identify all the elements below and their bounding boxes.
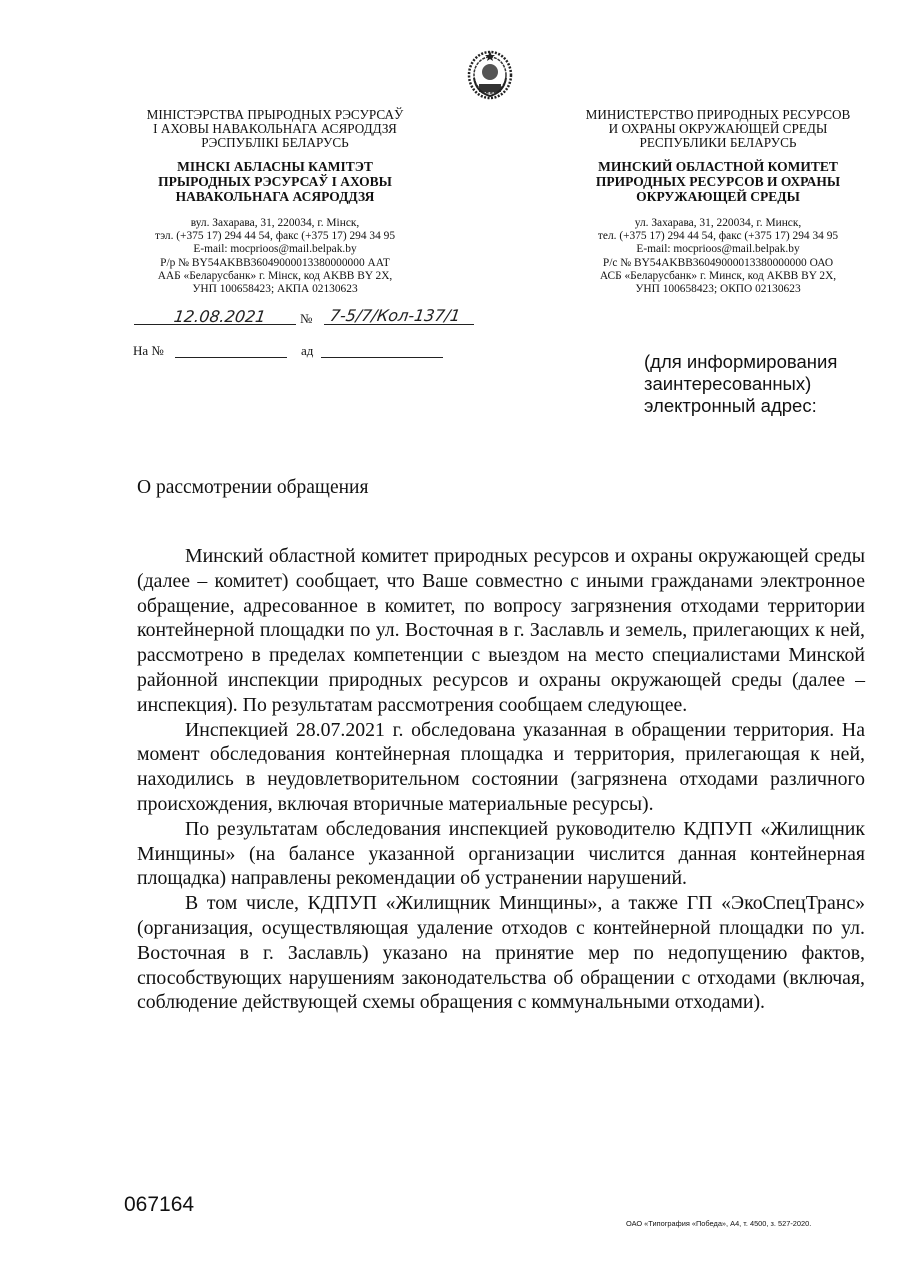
ministry-line: И ОХРАНЫ ОКРУЖАЮЩЕЙ СРЕДЫ <box>608 121 828 136</box>
committee-line: МІНСКІ АБЛАСНЫ КАМІТЭТ <box>177 159 373 174</box>
email-line: E-mail: mocprioos@mail.belpak.by <box>193 243 357 256</box>
contacts-ru <box>553 217 883 296</box>
ministry-line: РЭСПУБЛІКІ БЕЛАРУСЬ <box>201 135 349 150</box>
ministry-line: І АХОВЫ НАВАКОЛЬНАГА АСЯРОДДЗЯ <box>153 121 397 136</box>
address-line: ул. Захарава, 31, 220034, г. Минск, <box>634 217 802 229</box>
body-paragraph: В том числе, КДПУП «Жилищник Минщины», а также ГП «ЭкоСпецТранс» (организация, осуществляющая удаление отходов с контейнерной площадки по ул. Восточная в г. Заславль) указано на принятие мер по недопущению фактов, способствующих нарушениям законодательства об обращении с отходами (включая, соблюдение действующей схемы обращения с коммунальными отходами). <box>137 892 865 1014</box>
committee-line: МИНСКИЙ ОБЛАСТНОЙ КОМИТЕТ <box>598 159 838 174</box>
registration-number: 7-5/7/Кол-137/1 <box>328 306 462 325</box>
committee-line: НАВАКОЛЬНАГА АСЯРОДДЗЯ <box>175 189 375 204</box>
committee-name-be <box>100 159 450 204</box>
ministry-line: РЕСПУБЛИКИ БЕЛАРУСЬ <box>639 135 797 150</box>
letter-subject: О рассмотрении обращения <box>137 477 369 498</box>
reply-reference-row <box>133 343 443 361</box>
letter-body <box>137 544 865 1015</box>
committee-line: ПРЫРОДНЫХ РЭСУРСАЎ І АХОВЫ <box>158 174 392 189</box>
reply-number-label: На № <box>133 343 164 358</box>
ministry-name-ru <box>553 108 883 150</box>
tax-id-line: УНП 100658423; ОКПО 02130623 <box>635 283 801 296</box>
recipient-block <box>644 351 837 417</box>
belarus-coat-of-arms-icon <box>466 48 514 102</box>
form-serial-number: 067164 <box>124 1193 195 1216</box>
body-paragraph: Минский областной комитет природных ресурсов и охраны окружающей среды (далее – комитет) сообщает, что Ваше совместно с иными гражданами электронное обращение, адресованное в комитет, по вопросу загрязнения отходами территории контейнерной площадки по ул. Восточная в г. Заславль и земель, прилегающих к ней, рассмотрено в пределах компетенции с выездом на место специалистами Минской районной инспекции природных ресурсов и охраны окружающей среды (далее – инспекция). По результатам рассмотрения сообщаем следующее. <box>137 545 865 716</box>
bank-account-line: Р/с № BY54AKBB36049000013380000000 ОАО <box>602 256 834 269</box>
committee-name-ru <box>553 159 883 204</box>
contacts-be <box>100 217 450 296</box>
bank-account-line: Р/р № BY54AKBB36049000013380000000 ААТ <box>160 256 390 269</box>
number-label: № <box>300 311 313 326</box>
committee-line: ПРИРОДНЫХ РЕСУРСОВ И ОХРАНЫ <box>595 174 841 189</box>
registration-row <box>134 307 464 329</box>
reply-date-field <box>321 357 443 358</box>
registration-date: 12.08.2021 <box>172 307 267 326</box>
ministry-line: МІНІСТЭРСТВА ПРЫРОДНЫХ РЭСУРСАЎ <box>146 107 404 122</box>
reply-from-label: ад <box>301 343 314 358</box>
ministry-line: МИНИСТЕРСТВО ПРИРОДНЫХ РЕСУРСОВ <box>585 107 851 122</box>
ministry-name-be <box>100 108 450 150</box>
committee-line: ОКРУЖАЮЩЕЙ СРЕДЫ <box>636 189 800 204</box>
body-paragraph: По результатам обследования инспекцией руководителю КДПУП «Жилищник Минщины» (на балансе указанной организации числится данная контейнерная площадка) направлены рекомендации об устранении нарушений. <box>137 817 865 890</box>
recipient-line: (для информирования <box>644 351 838 372</box>
recipient-line: заинтересованных) <box>644 373 812 394</box>
printer-imprint: ОАО «Типография «Победа», А4, т. 4500, з. 527-2020. <box>626 1219 812 1228</box>
phone-line: тэл. (+375 17) 294 44 54, факс (+375 17) 294 34 95 <box>154 230 396 243</box>
bank-line: ААБ «Беларусбанк» г. Мінск, код AKBB BY 2X, <box>157 269 393 282</box>
tax-id-line: УНП 100658423; АКПА 02130623 <box>192 283 358 296</box>
bank-line: АСБ «Беларусбанк» г. Минск, код AKBB BY 2X, <box>599 269 837 282</box>
address-line: вул. Захарава, 31, 220034, г. Мінск, <box>190 217 360 229</box>
email-line: E-mail: mocprioos@mail.belpak.by <box>636 243 800 256</box>
phone-line: тел. (+375 17) 294 44 54, факс (+375 17) 294 34 95 <box>597 230 839 243</box>
reply-number-field <box>175 357 287 358</box>
header-belarusian <box>100 108 450 296</box>
body-paragraph: Инспекцией 28.07.2021 г. обследована указанная в обращении территория. На момент обследования контейнерная площадка и территория, прилегающая к ней, находились в неудовлетворительном состоянии (загрязнена отходами различного происхождения, включая вторичные материальные ресурсы). <box>137 718 865 815</box>
recipient-line: электронный адрес: <box>644 395 817 416</box>
header-russian <box>553 108 883 296</box>
